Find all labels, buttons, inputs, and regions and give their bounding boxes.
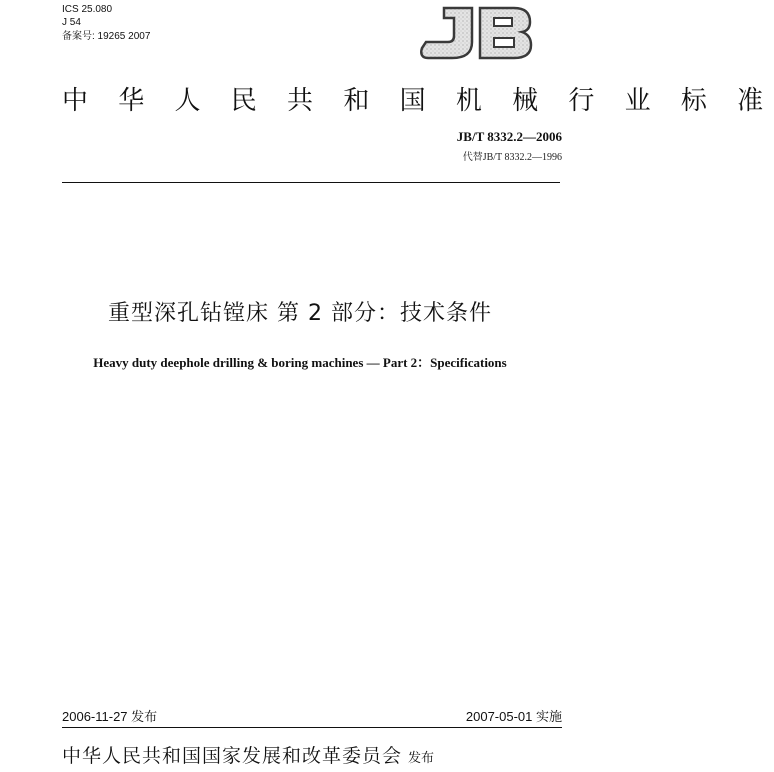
publisher-line: [62, 741, 562, 768]
filing-number: 备案号: 19265 2007: [62, 31, 151, 42]
replaces-standard: 代替JB/T 8332.2—1996: [462, 152, 562, 163]
document-title-english: Heavy duty deephole drilling & boring machines — Part 2：Specifications: [93, 355, 507, 370]
classification-code: J 54: [62, 17, 81, 28]
publisher-suffix: 发布: [408, 751, 435, 766]
effective-date: 2007-05-01 实施: [465, 709, 562, 724]
document-title-chinese: 重型深孔钻镗床 第 2 部分：技术条件: [108, 301, 492, 326]
standard-number: JB/T 8332.2—2006: [456, 129, 562, 144]
footer-divider: [62, 727, 562, 728]
standard-series-title: 中 华 人 民 共 和 国 机 械 行 业 标 准: [62, 86, 774, 116]
jb-logo: [414, 4, 534, 60]
issue-date: 2006-11-27 发布: [62, 709, 158, 724]
header-divider: [62, 182, 560, 183]
ics-code: ICS 25.080: [62, 4, 113, 15]
publisher-name: 中华人民共和国国家发展和改革委员会: [62, 745, 403, 767]
